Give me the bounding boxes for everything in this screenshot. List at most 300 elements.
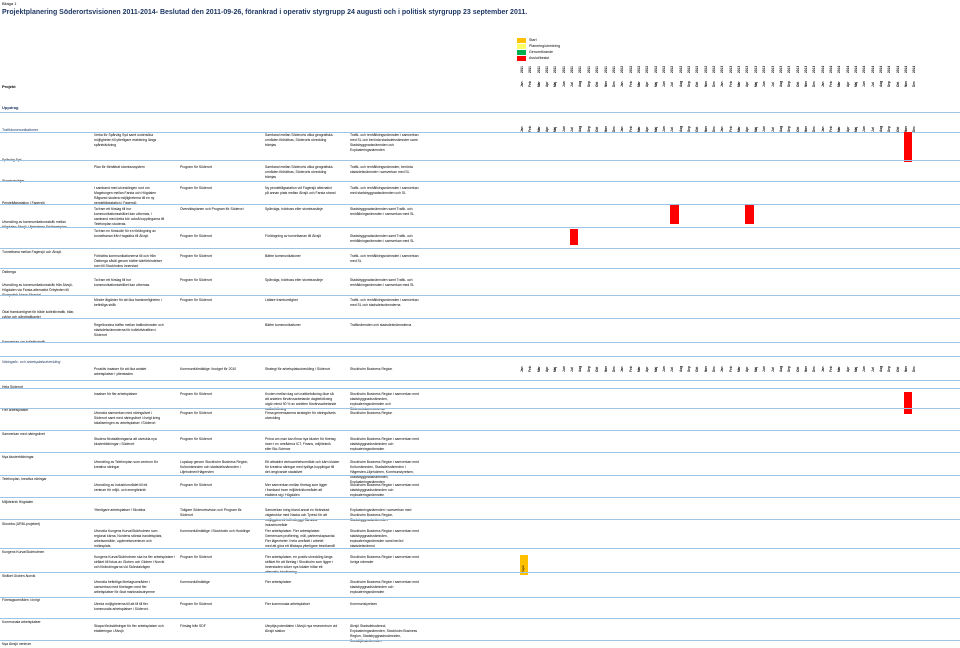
uppdrag-cell: befintliga stråk [94,303,116,307]
uppdrag-cell: klusterbildningar i Söderort [94,442,135,446]
month-label: Dec [812,126,817,132]
month-label: Jul [870,127,875,132]
uppdrag-cell: Utreda möjligheterna till att få till fler [94,602,148,606]
year-label: 2014 [904,65,909,73]
uppdrag-label: Uppdrag [2,105,19,110]
month-label: Jul [670,82,675,87]
strategi-cell: nattbefolkning [265,407,287,411]
month-label: Mar [837,366,842,372]
strategi-cell: Pröva om man kan finna nya kluster för företag [265,437,336,441]
uppdrag-cell: möjligheten till ytterligare etablering längs [94,138,157,142]
gantt-bar [904,392,912,414]
projekt-cell: Fler arbetsplatser [2,408,29,412]
month-label: Jan [520,366,524,372]
row-divider [0,618,960,619]
row-divider [0,597,960,598]
month-label: Feb [528,81,533,87]
uppdrag-cell: regional kärna, Nordens största handelsplats, [94,534,163,538]
month-label: Jul [670,367,675,372]
program-cell: Söderort [180,513,194,517]
uppdrag-cell: kreativa näringar [94,465,120,469]
row-divider [0,408,960,409]
program-cell: Program för Söderort [180,483,212,487]
year-label: 2013 [812,65,817,73]
month-label: Feb [528,366,533,372]
program-cell: Kulturnämnden och stadsdelsnämnden i [180,465,241,469]
month-label: Jan [820,81,825,87]
row-divider [0,452,960,453]
strategi-cell: områden förbättras, Söderorts utveckling [265,170,327,174]
year-label: 2012 [645,65,650,73]
month-label: Jul [670,127,675,132]
strategi-cell: Spårvägs, tvärbuss eller stombusslinje [265,207,323,211]
year-label: 2013 [803,65,808,73]
strategi-cell: Fler arbetsplatser. Fler arbetsplatser. [265,529,321,533]
row-divider [0,181,960,182]
month-label: Nov [703,125,708,132]
uppdrag-cell: etableringar i Älvsjö [94,629,124,633]
year-label: 2011 [536,66,541,73]
year-label: 2012 [670,65,675,73]
month-label: Apr [745,81,750,87]
ansvar-cell: exploateringsnämnden och [350,402,391,406]
uppdrag-cell: arbetsplatser i ytterstaden [94,372,134,376]
month-label: Mar [737,366,742,372]
ansvar-cell: Stockholm Business Region i samverkan med [350,483,419,487]
year-label: 2013 [787,65,792,73]
row-divider [0,430,960,431]
year-label: 2012 [712,65,717,73]
month-label: Aug [578,125,583,132]
uppdrag-cell: Magelungen mellan Farsta och Högdalen [94,191,157,195]
ansvar-cell: Hägersten-Liljeholmen, Kommunstyrelsen, [350,470,414,474]
month-label: Aug [678,365,683,372]
uppdrag-cell: samband med detta bör också kopplingarna till [94,217,165,221]
program-cell: Program för Söderort [180,298,212,302]
ansvar-cell: exploateringsnämnden [350,493,385,497]
strategi-cell: på annan plats mellan Älvsjö och Farsta strand [265,191,336,195]
month-label: Maj [753,81,758,87]
ansvar-cell: exploateringsnämnden samt berörd [350,539,404,543]
program-cell: Översiktsplanen och Program för Söderort [180,207,244,211]
row-divider [0,380,960,381]
strategi-cell: det omgivande stadslivet [265,470,303,474]
strategi-cell: Finna gemensamma strategier för näringslivets [265,411,336,415]
month-label: Jun [862,366,867,372]
strategi-cell: för kreativa näringar med tydliga kopplingar till [265,465,335,469]
projekt-cell: cyklar och gångtrafikanter [2,315,41,319]
month-label: Jul [570,82,575,87]
month-label: Nov [603,365,608,372]
month-label: Feb [628,366,633,372]
program-cell: Program för Söderort [180,234,212,238]
year-label: 2011 [570,66,575,73]
row-divider [0,268,960,269]
month-label: Jun [762,81,767,87]
uppdrag-cell: Insatser för fler arbetsplatser [94,392,138,396]
month-label: Nov [703,365,708,372]
row-divider [0,640,960,641]
uppdrag-cell: Studera förutsättningarna att utveckla nya [94,437,157,441]
uppdrag-cell: Mindre åtgärder för att öka framkomligheten i [94,298,162,302]
strategi-cell: innerstaden söker nya lokaler hittar ett [265,565,323,569]
uppdrag-cell: stadsdelsnämnderna för kollektivtrafiken i [94,328,157,332]
ansvar-cell: Stadsbyggnadsnämnden, [350,475,389,479]
legend-label: Genomförande [529,50,553,54]
month-label: Feb [828,81,833,87]
month-label: Maj [653,81,658,87]
month-label: Feb [728,126,733,132]
strategi-cell: Mer samverkan mellan företag som ligger [265,483,328,487]
month-label: Feb [728,81,733,87]
strategi-cell: Samverkan kring bland annat en förändrad [265,508,330,512]
year-label: 2011 [561,66,566,73]
projekt-cell: Högdalen-Älvsjö-Liljeholmen-Fridhemsplan [2,225,67,229]
month-label: Sep [687,81,691,87]
month-label: Mar [737,126,742,132]
strategi-cell: Samband mellan Söderorts olika geografiska [265,165,333,169]
month-label: Jan [520,81,524,87]
ansvar-cell: Stockholm Business Region [350,411,393,415]
year-label: 2014 [879,65,884,73]
ansvar-cell: Trafiknämnden och stadsdelsnämnderna [350,323,412,327]
ansvar-cell: exploateringsnämnden [350,447,385,451]
projekt-cell: Ökat framkomlighet för både kollektivtrafik, bilar, [2,310,75,314]
year-label: 2014 [828,65,833,73]
month-label: Feb [628,126,633,132]
uppdrag-cell: Ta fram ett förslag till hur [94,278,132,282]
month-label: Mar [536,366,541,372]
month-label: Jul [570,127,575,132]
strategi-cell: Bättre kommunikationer [265,323,301,327]
uppdrag-cell: och förändringarna vid Sköndalvägen [94,565,151,569]
row-divider [0,318,960,319]
month-label: Jun [661,366,666,372]
uppdrag-cell: spårsträckning [94,143,117,147]
program-cell: Tidigare Söderortsvision och Program för [180,508,242,512]
ansvar-cell: stadsbyggnadsnämnden, [350,397,388,401]
month-label: Apr [545,366,550,372]
strategi-cell: att andelen förvärvsarbetande dagbefolkning [265,397,333,401]
uppdrag-cell: Söderort [94,333,108,337]
legend [517,38,577,62]
month-label: Nov [803,365,808,372]
month-label: Apr [845,366,850,372]
projekt-cell: Företagsområden i övrigt [2,598,40,602]
year-label: 2014 [912,65,917,73]
strategi-cell: industriområde [265,523,288,527]
ansvar-cell: Trafik- och renhållningsnämnden i samverkan [350,186,419,190]
month-label: Mar [837,81,842,87]
year-label: 2011 [528,66,533,73]
month-label: Mar [636,81,641,87]
ansvar-cell: stadsbyggnadsnämnden och [350,585,394,589]
month-label: Okt [595,126,600,132]
month-label: Jan [620,126,625,132]
row-divider [0,548,960,549]
month-label: Feb [728,366,733,372]
ansvar-cell: stadsdelsnämnder i samverkan med SL [350,170,410,174]
month-label: Dec [712,126,717,132]
month-label: Nov [803,125,808,132]
strategi-cell: Samband mellan Söderorts olika geografiska [265,133,333,137]
month-label: Nov [904,365,909,372]
program-cell: Program för Söderort [180,392,212,396]
legend-swatch [517,44,526,49]
month-label: Okt [795,126,800,132]
uppdrag-cell: Söderort samt med näringslivet i övrigt kring [94,416,161,420]
program-cell: Lopskap genom Stockholm Business Region, [180,460,249,464]
ansvar-cell: Stadsbyggnadsnämnden samt Trafik- och [350,207,413,211]
gantt-bar [904,132,912,162]
month-label: Aug [778,365,783,372]
ansvar-cell: Socialtjänstnämnden [350,639,382,643]
strategi-cell: Spårvägs, tvärbuss eller stombusslinje [265,278,323,282]
month-label: Maj [854,81,858,87]
month-label: Aug [678,80,683,87]
month-label: Okt [595,366,600,372]
projekt-cell: Skarpnäck-Norra Skondal [2,293,41,297]
ansvar-cell: Trafik- och renhållningsnämnden, berörda [350,165,413,169]
projekt-cell: Spårväg Syd [2,158,22,162]
month-label: Sep [887,366,892,372]
uppdrag-cell: mötesplats [94,544,111,548]
ansvar-cell: stadsdelsnämnd [350,544,375,548]
strategi-cell: Fler kommunala arbetsplatser [265,602,310,606]
ansvar-cell: Stockholm Business Region i samverkan med [350,437,419,441]
program-cell: Program för Söderort [180,555,212,559]
gantt-bar [670,204,678,224]
row-divider [0,342,960,343]
month-label: Nov [904,80,909,87]
uppdrag-cell: Utveckla befintliga företagsområden i [94,580,150,584]
ansvar-cell: med stadsbyggnadsnämnden och SL [350,191,406,195]
ansvar-cell: Stockholm Business Region i samverkan med [350,392,419,396]
year-label: 2012 [687,65,691,73]
month-label: Sep [787,81,792,87]
month-label: Dec [611,81,616,87]
ansvar-cell: med SL [350,259,362,263]
gantt-bar [745,204,753,224]
uppdrag-cell: pendeltågsstation i Fagersjö [94,201,137,205]
month-label: Jul [770,127,775,132]
program-cell: Kommunfullmäktige [180,580,210,584]
month-label: Apr [845,81,850,87]
ansvar-cell: Stockholm Business Region, [350,513,394,517]
month-label: Aug [879,365,884,372]
projekt-cell: Utveckling av kommunikationsstråk mellan [2,220,66,224]
month-label: Jun [561,366,566,372]
year-label: 2011 [603,66,608,73]
year-label: 2014 [862,65,867,73]
projekt-cell: Stombusslinjer [2,179,25,183]
divider [0,112,960,113]
projekt-cell: Utveckling av kommunikationsstråk från Älvsjö- [2,283,73,287]
projekt-cell: Miljöteknik Högdalen [2,500,34,504]
month-label: Aug [578,365,583,372]
ansvar-cell: Kommunstyrelsen [350,602,378,606]
month-label: Mar [737,81,742,87]
strategi-cell: Strategi för arbetsplatsutveckling i Söderort [265,367,330,371]
month-label: Dec [912,81,917,87]
ansvar-cell: Stockholm Business Region i samverkan med [350,580,419,584]
month-label: Maj [553,366,558,372]
year-label: 2014 [845,65,850,73]
strategi-cell: eller Bio-Science [265,447,291,451]
month-label: Dec [611,126,616,132]
year-label: 2013 [778,65,783,73]
year-label: 2011 [586,66,591,73]
uppdrag-cell: Utveckla Kungens Kurva/Skärholmen som [94,529,158,533]
ansvar-cell: Stadsbyggnadsnämnden samt Trafik- och [350,278,413,282]
year-label: 2014 [837,65,842,73]
month-label: Nov [803,80,808,87]
month-label: Okt [695,366,700,372]
month-label: Jan [820,366,825,372]
ansvar-cell: stadsbyggnadsnämnden, [350,534,388,538]
year-label: 2012 [695,65,700,73]
year-label: 2013 [795,65,800,73]
row-divider [0,204,960,205]
projekt-cell: Samverkan om kollektivtrafik [2,340,46,344]
month-label: Nov [904,125,909,132]
uppdrag-cell: tunnelbanan från Hagsätra till Älvsjö [94,234,149,238]
ansvar-cell: övriga nämnder [350,560,374,564]
month-label: Jul [770,367,775,372]
month-label: Jan [620,81,625,87]
month-label: Jan [720,126,725,132]
gantt-bar [570,229,578,245]
ansvar-cell: Region, Stadsbyggnadsnämnden, [350,634,402,638]
strategi-cell: Älvsjö station [265,629,285,633]
projekt-cell: Stråket Globen-Norvik [2,574,36,578]
uppdrag-cell: Skapa förutsättningar för fler arbetsplatser och [94,624,164,628]
month-label: Aug [578,80,583,87]
month-label: Aug [879,80,884,87]
year-label: 2011 [553,66,558,73]
strategi-cell: Gemensam profilering, mål, partnerskapsavtal. [265,534,336,538]
legend-item [517,56,577,62]
program-cell: Kommunfullmäktige i budget för 2010 [180,367,237,371]
row-divider [0,160,960,161]
month-label: Okt [895,126,900,132]
month-label: Jan [720,366,725,372]
month-label: Mar [536,81,541,87]
section-trafik: Trafikkommunikationer [2,128,39,132]
month-label: Jan [820,126,825,132]
ansvar-cell: Stadsbyggnadsnämnden [350,518,388,522]
ansvar-cell: Trafik- och renhållningsnämnden i samverkan [350,254,419,258]
row-divider [0,572,960,573]
month-label: Jul [770,82,775,87]
month-label: Apr [545,126,550,132]
month-label: Jun [661,81,666,87]
uppdrag-cell: Kungens Kurva/Skärholmen ska ha fler arbetsplatser i [94,555,176,559]
ansvar-cell: Exploateringsnämnden, Stockholm Business [350,629,418,633]
row-divider [0,388,960,389]
month-label: Okt [895,366,900,372]
month-label: Dec [912,366,917,372]
month-label: Dec [712,366,717,372]
month-label: Aug [678,125,683,132]
year-label: 2014 [887,65,892,73]
year-label: 2011 [611,66,616,73]
month-label: Sep [787,366,792,372]
uppdrag-cell: kommunikationsstråket kan utformas, i [94,212,152,216]
ansvar-cell: Trafik- och renhållningsnämnden i samverkan [350,133,419,137]
year-label: 2011 [578,66,583,73]
program-cell: Program för Söderort [180,186,212,190]
month-label: Okt [695,126,700,132]
month-label: Maj [553,81,558,87]
projekt-cell: Nya klusterbildningar [2,455,34,459]
month-label: Apr [845,126,850,132]
month-label: Jul [870,82,875,87]
program-cell: Kommunfullmäktige i Stockholm och Huddinge [180,529,251,533]
ansvar-cell: renhållningsnämnden i samverkan med SL [350,239,415,243]
month-label: Okt [895,81,900,87]
ansvar-cell: stadsbyggnadsnämnden och [350,442,394,446]
ansvar-cell: Exploateringsnämnden [350,480,385,484]
strategi-cell: Lättare framkomlighet [265,298,298,302]
strategi-cell: främjas [265,175,277,179]
projekt-cell: Hela Söderort [2,385,23,389]
uppdrag-cell: Utveckla samverkan med näringslivet i [94,411,152,415]
ansvar-cell: Stadsbyggnadsnämnden samt Trafik- och [350,234,413,238]
month-label: Jan [520,126,524,132]
year-label: 2012 [620,65,625,73]
ansvar-cell: Stockholm Business Region [350,367,393,371]
year-label: 2014 [854,65,858,73]
month-label: Mar [536,126,541,132]
strategi-cell: områden förbättras, Söderorts utveckling [265,138,327,142]
strategi-cell: etablera sig i Högdalen [265,493,300,497]
year-label: 2014 [820,65,825,73]
month-label: Jun [561,81,566,87]
month-label: Sep [787,126,792,132]
row-divider [0,248,960,249]
uppdrag-cell: Utveckling av Telefonplan som centrum för [94,460,158,464]
projekt-cell: Kommunala arbetsplatser [2,620,41,624]
month-label: Nov [603,80,608,87]
uppdrag-cell: centrum för miljö- och energiteknik [94,488,146,492]
month-label: Maj [553,126,558,132]
projekt-cell: Kungens Kurva/Skärholmen [2,550,45,554]
month-label: Feb [828,366,833,372]
month-label: Jul [570,367,575,372]
legend-swatch [517,56,526,61]
year-label: 2012 [661,65,666,73]
ansvar-cell: Stockholm Business Region i samverkan med [350,460,419,464]
strategi-cell: utveckling [265,416,281,420]
strategi-cell: Fler lägenheter i hela området i arbetet [265,539,324,543]
row-divider [0,519,960,520]
uppdrag-cell: Plan för förbättrat stombussystem [94,165,145,169]
uppdrag-cell: Proaktiv insatser för att öka antalet [94,367,147,371]
ansvar-cell: Söderortskommunerna [350,407,385,411]
row-divider [0,295,960,296]
strategi-cell: Fler arbetsplatser [265,580,292,584]
month-label: Maj [653,366,658,372]
strategi-cell: Ett attraktivt verksamhetsområde och kärn kluster [265,460,340,464]
header-small: Bilaga 1 [2,1,17,6]
strategi-cell: Ny pendeltågsstation vid Fagersjö alternativt [265,186,332,190]
month-label: Apr [545,81,550,87]
projekt-cell: Tunnelbana mellan Fagersjö och Älvsjö [2,250,62,254]
projekt-cell: Telefonplan, kreativa näringar [2,477,47,481]
strategi-cell: Fler arbetsplatser, en positiv utveckling längs [265,555,333,559]
projekt-label: Projekt [2,84,16,89]
